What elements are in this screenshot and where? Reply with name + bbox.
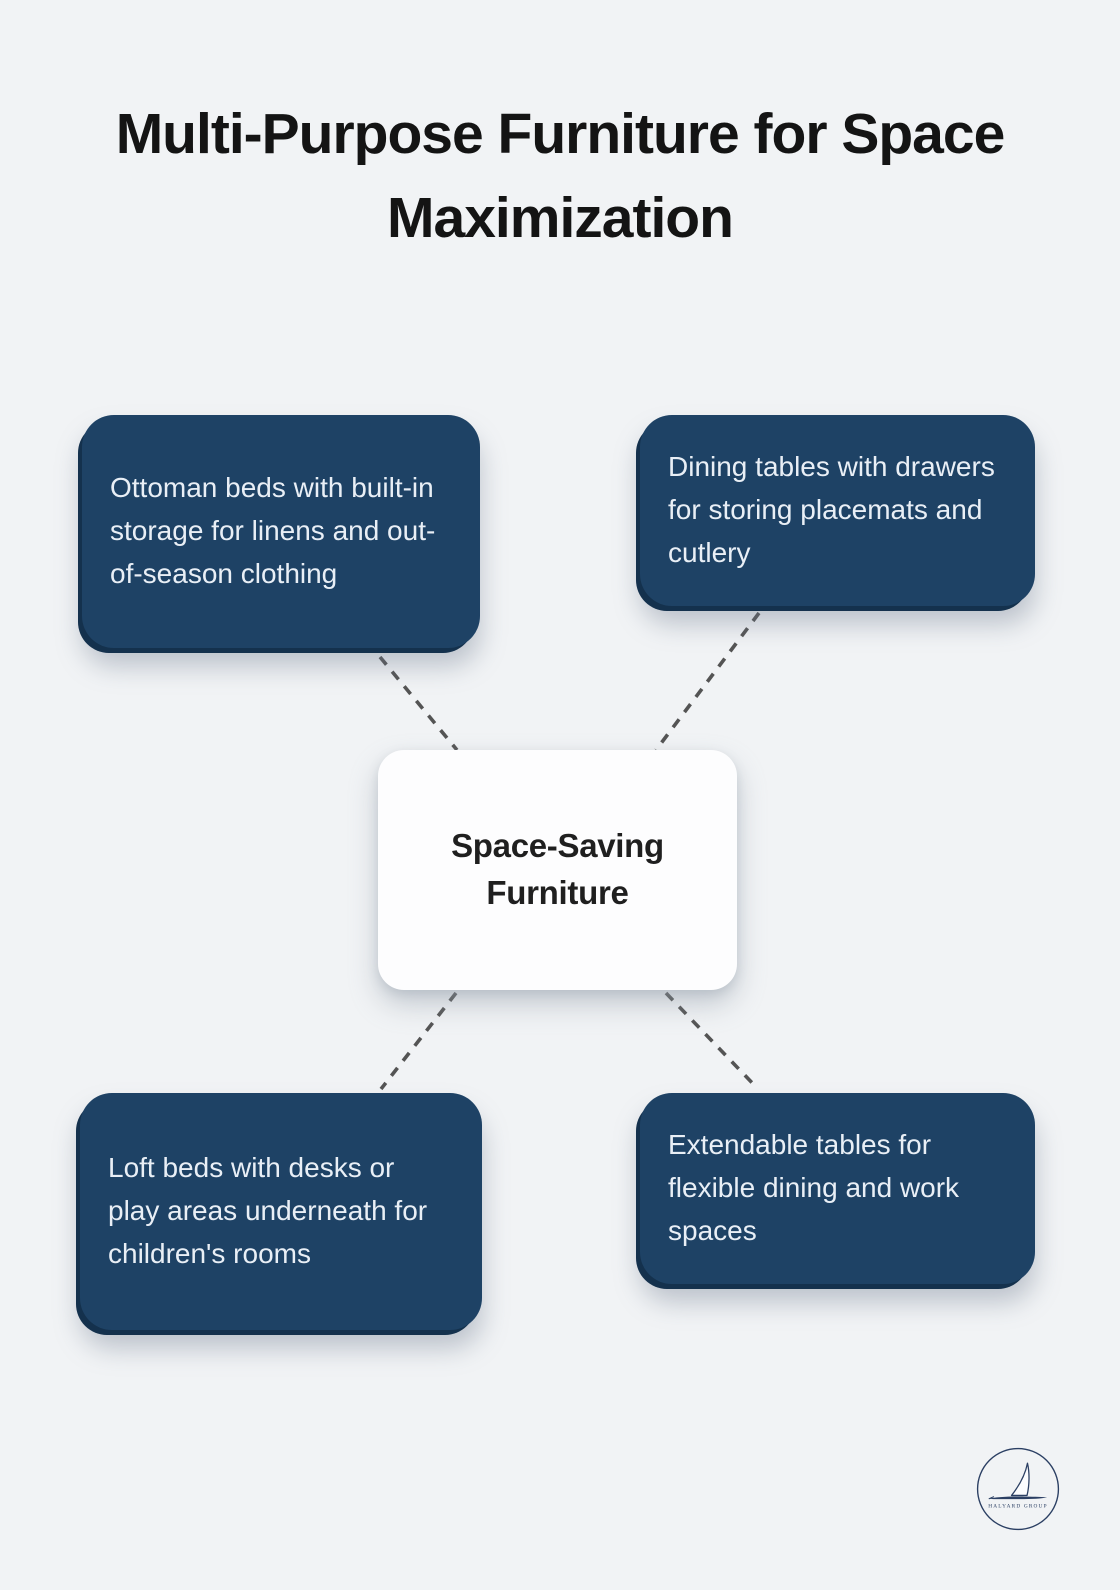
node-extendable-tables-text: Extendable tables for flexible dining and work spaces [668,1129,960,1246]
connector-top-left [380,657,457,750]
connector-bottom-right [666,993,758,1089]
node-dining-tables-text: Dining tables with drawers for storing placemats and cutlery [668,451,995,568]
node-loft-beds-text: Loft beds with desks or play areas underneath for children's rooms [108,1152,428,1269]
node-extendable-tables [640,1093,1035,1284]
page-title: Multi-Purpose Furniture for Space Maximization [115,102,1005,251]
connector-bottom-left [381,993,456,1089]
node-ottoman-beds [82,415,480,648]
halyard-group-logo [975,1446,1061,1532]
logo-wordmark: HALYARD GROUP [988,1503,1048,1510]
center-node-space-saving-furniture [378,750,737,990]
node-loft-beds [80,1093,482,1330]
sailboat-icon [989,1463,1047,1499]
connector-top-right [656,613,759,750]
center-node-label: Space-Saving Furniture [451,827,664,911]
node-ottoman-beds-text: Ottoman beds with built-in storage for linens and out-of-season clothing [110,472,436,589]
node-dining-tables [640,415,1035,606]
